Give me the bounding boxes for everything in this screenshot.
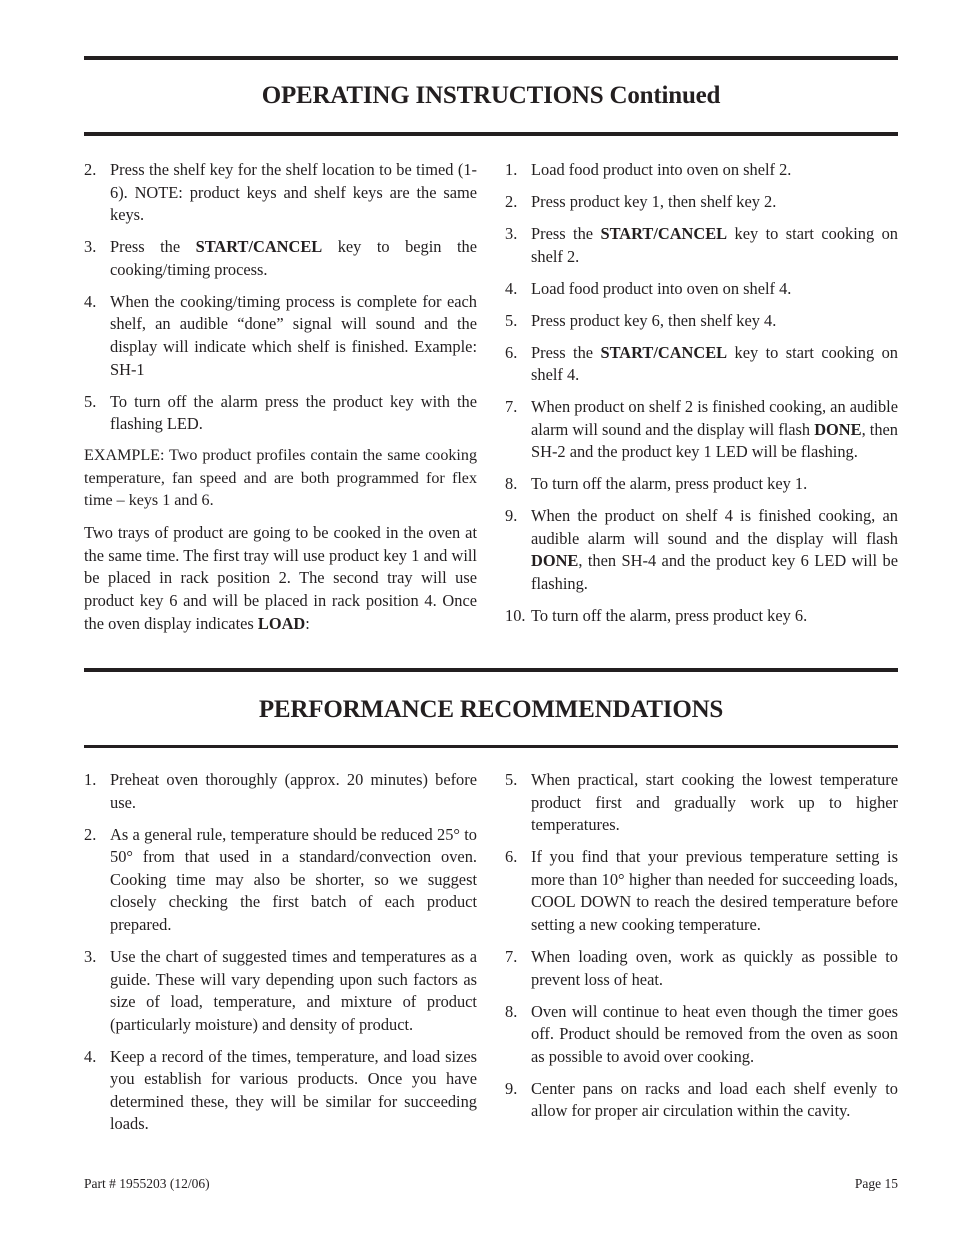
list-item-text — [110, 291, 477, 381]
list-item — [505, 846, 898, 936]
load-keyword: LOAD — [257, 613, 306, 633]
list-item — [505, 278, 898, 301]
text-run: If you find that your previous temperature setting is more than 10° higher than needed for succeeding loads, COOL DOWN to reach the desired temperature before setting a new cooking temperature. — [531, 847, 898, 934]
bold-keyword: START/CANCEL — [195, 237, 323, 257]
list-item — [84, 946, 477, 1036]
text-run: , then SH-2 and the product key 1 LED will be flashing. — [531, 419, 898, 462]
text-run: Press the — [110, 237, 196, 257]
text-run: When product on shelf 2 is finished cooking, an audible alarm will sound and the display will flash — [531, 397, 898, 439]
performance-right-column — [505, 769, 898, 1132]
text-run: Preheat oven thoroughly (approx. 20 minutes) before use. — [110, 770, 477, 812]
list-item-number: 5. — [505, 770, 518, 789]
list-item — [505, 473, 898, 496]
list-item-text — [531, 310, 898, 333]
list-item — [84, 291, 477, 381]
performance-left-column — [84, 769, 477, 1145]
list-item-text — [531, 396, 898, 464]
list-item-text — [110, 946, 477, 1036]
list-item — [505, 505, 898, 595]
text-run: Use the chart of suggested times and temperatures as a guide. These will vary depending upon such factors as size of load, temperature, and mixture of product (particularly moisture) and density of product. — [110, 946, 477, 1034]
performance-right-list — [505, 769, 898, 1123]
text-run: Press the — [531, 223, 601, 243]
section-rule-2 — [84, 668, 898, 672]
text-run: When practical, start cooking the lowest temperature product first and gradually work up to higher temperatures. — [531, 770, 898, 835]
operating-left-column — [84, 159, 477, 645]
text-run: Keep a record of the times, temperature, and load sizes you establish for various products. Once you have determined these, they will be similar for succeeding loads. — [110, 1046, 477, 1134]
text-run: key to start cooking on shelf 2. — [531, 223, 899, 266]
list-item-text — [531, 1001, 898, 1069]
list-item-number: 4. — [505, 278, 518, 298]
top-rule-thick — [84, 56, 898, 60]
performance-left-list — [84, 769, 477, 1136]
text-run: To turn off the alarm, press product key 6. — [531, 606, 808, 626]
text-run: When the product on shelf 4 is finished cooking, an audible alarm will sound and the display will flash — [531, 506, 898, 548]
list-item-number: 1. — [505, 160, 518, 179]
operating-right-column — [505, 159, 898, 637]
list-item-number: 6. — [505, 847, 518, 867]
list-item-number: 2. — [84, 824, 97, 844]
section-rule — [84, 132, 898, 136]
text-run: Load food product into oven on shelf 2. — [531, 160, 792, 179]
list-item-number: 9. — [505, 1078, 518, 1098]
text-run: To turn off the alarm press the product key with the flashing LED. — [110, 391, 477, 434]
list-item-text — [110, 1046, 477, 1136]
operating-right-list — [505, 159, 898, 628]
list-item-number: 4. — [84, 291, 97, 311]
list-item-number: 2. — [84, 160, 97, 179]
list-item — [505, 342, 898, 387]
footer-page-number: Page 15 — [854, 1176, 898, 1191]
list-item-number: 3. — [84, 237, 97, 257]
list-item — [505, 605, 898, 628]
list-item — [505, 159, 898, 182]
list-item — [505, 396, 898, 464]
list-item — [505, 946, 898, 991]
section-title-performance-recommendations: PERFORMANCE RECOMMENDATIONS — [258, 696, 724, 723]
list-item-text — [531, 1078, 898, 1123]
list-item-number: 9. — [505, 506, 518, 526]
list-item — [505, 769, 898, 837]
list-item-number: 1. — [84, 770, 97, 789]
list-item-number: 7. — [505, 397, 518, 417]
text-run: , then SH-4 and the product key 6 LED will be flashing. — [531, 551, 898, 594]
text-run: Oven will continue to heat even though the timer goes off. Product should be removed from the oven as soon as possible to avoid over cooking. — [531, 1001, 898, 1066]
section-title-operating-instructions: OPERATING INSTRUCTIONS Continued — [261, 82, 721, 109]
bold-keyword: START/CANCEL — [600, 342, 728, 362]
list-item-text — [531, 223, 898, 268]
list-item-number: 3. — [84, 946, 97, 966]
list-item-number: 6. — [505, 342, 518, 362]
text-run: Load food product into oven on shelf 4. — [531, 278, 792, 298]
footer-part-number: Part # 1955203 (12/06) — [84, 1176, 210, 1191]
list-item-text — [531, 846, 898, 936]
list-item-number: 2. — [505, 191, 518, 211]
text-run: Center pans on racks and load each shelf evenly to allow for proper air circulation within the cavity. — [531, 1078, 898, 1121]
list-item-number: 5. — [84, 391, 97, 411]
list-item-text — [110, 159, 477, 227]
operating-left-list — [84, 159, 477, 436]
list-item — [84, 236, 477, 281]
bold-keyword: START/CANCEL — [600, 223, 728, 243]
list-item-number: 4. — [84, 1046, 97, 1066]
list-item-number: 10. — [505, 606, 526, 626]
list-item — [84, 769, 477, 814]
list-item-text — [110, 824, 477, 937]
list-item-text — [110, 236, 477, 281]
list-item-text — [531, 769, 898, 837]
list-item — [84, 159, 477, 227]
list-item — [84, 1046, 477, 1136]
trays-text: Two trays of product are going to be cooked in the oven at the same time. The first tray will use product key 1 and will be placed in rack position 2. The second tray will use product key 6 and will be placed in rack position 4. Once the oven display indicates — [84, 523, 477, 633]
list-item-text — [531, 342, 898, 387]
list-item — [505, 223, 898, 268]
list-item — [505, 310, 898, 333]
bold-keyword: DONE — [531, 551, 579, 571]
text-run: As a general rule, temperature should be reduced 25° to 50° from that used in a standard/convection oven. Cooking time may also be shorter, so we suggest closely checking the first batch of each product prepared. — [110, 824, 477, 934]
example-paragraph: EXAMPLE: Two product profiles contain the same cooking temperature, fan speed and are both programmed for flex time – keys 1 and 6. — [84, 447, 477, 510]
list-item-text — [110, 391, 477, 436]
list-item-text — [531, 473, 898, 496]
section-rule-3 — [84, 745, 898, 748]
list-item-number: 5. — [505, 310, 518, 330]
text-run: key to start cooking on shelf 4. — [531, 342, 899, 385]
text-run: Press product key 1, then shelf key 2. — [531, 191, 777, 211]
list-item-number: 8. — [505, 474, 518, 494]
list-item-text — [531, 278, 898, 301]
list-item-text — [531, 159, 898, 182]
text-run: When the cooking/timing process is complete for each shelf, an audible “done” signal will sound and the display will indicate which shelf is finished. Example: SH-1 — [110, 291, 477, 379]
list-item — [84, 391, 477, 436]
list-item — [505, 1078, 898, 1123]
trays-colon: : — [305, 613, 310, 633]
list-item-number: 8. — [505, 1001, 518, 1021]
list-item — [84, 824, 477, 937]
list-item — [505, 191, 898, 214]
list-item-number: 7. — [505, 946, 518, 966]
text-run: key to begin the cooking/timing process. — [110, 237, 477, 279]
list-item-text — [110, 769, 477, 814]
list-item-number: 3. — [505, 223, 518, 243]
list-item-text — [531, 191, 898, 214]
list-item-text — [531, 946, 898, 991]
text-run: To turn off the alarm, press product key 1. — [531, 474, 808, 494]
list-item-text — [531, 505, 898, 595]
list-item-text — [531, 605, 898, 628]
trays-paragraph — [84, 522, 477, 635]
bold-keyword: DONE — [814, 419, 862, 439]
text-run: Press product key 6, then shelf key 4. — [531, 310, 777, 330]
text-run: Press the shelf key for the shelf location to be timed (1-6). NOTE: product keys and shelf keys are the same keys. — [110, 160, 477, 225]
list-item — [505, 1001, 898, 1069]
text-run: When loading oven, work as quickly as possible to prevent loss of heat. — [531, 946, 898, 989]
text-run: Press the — [531, 342, 601, 362]
